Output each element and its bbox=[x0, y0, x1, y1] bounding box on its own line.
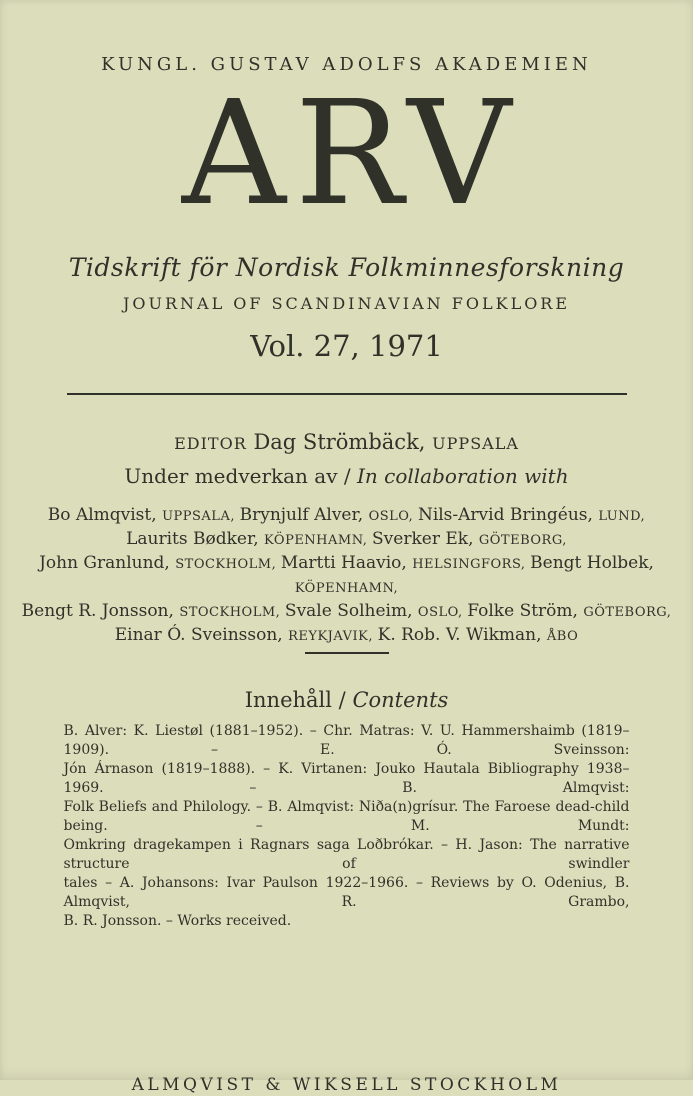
editor-name: Dag Strömbäck, bbox=[253, 430, 426, 454]
collaborator-name: Martti Haavio, bbox=[280, 553, 413, 573]
collaborator-line bbox=[0, 552, 693, 600]
journal-title: ARV bbox=[181, 69, 521, 237]
collaborator-name: Nils-Arvid Bringéus, bbox=[417, 505, 599, 525]
collaborator-name: Svale Solheim, bbox=[284, 601, 418, 621]
collaborator-name: Einar Ó. Sveinsson, bbox=[114, 625, 289, 645]
collaborator-line bbox=[0, 624, 693, 648]
contents-line: B. Alver: K. Liestøl (1881–1952). – Chr. Matras: V. U. Hammershaimb (1819–1909). – E. Ó. Sveinsson: bbox=[63, 723, 630, 758]
collaborator-line bbox=[0, 504, 693, 528]
contents-line: Jón Árnason (1819–1888). – K. Virtanen: Jouko Hautala Bibliography 1938–1969. – B. Almqvist: bbox=[63, 761, 630, 796]
collaborator-name: Bengt Holbek, bbox=[530, 553, 654, 573]
collaborator-name: Laurits Bødker, bbox=[126, 529, 265, 549]
collaborator-name: Bengt R. Jonsson, bbox=[21, 601, 180, 621]
collaboration-intro-swedish: Under medverkan av bbox=[124, 464, 338, 488]
collaborator-name: K. Rob. V. Wikman, bbox=[377, 625, 547, 645]
collaborator-name: Sverker Ek, bbox=[372, 529, 479, 549]
short-divider-rule bbox=[305, 652, 389, 654]
editor-city: UPPSALA bbox=[432, 434, 519, 453]
collaborator-city: LUND, bbox=[598, 509, 646, 524]
collaborator-name: Folke Ström, bbox=[467, 601, 584, 621]
contents-heading-swedish: Innehåll bbox=[244, 688, 332, 712]
contents-heading-separator: / bbox=[338, 688, 346, 712]
collaborators-list bbox=[0, 504, 693, 648]
collaborator-name: Brynjulf Alver, bbox=[239, 505, 369, 525]
collaborator-city: ÅBO bbox=[546, 629, 579, 644]
subtitle-swedish: Tidskrift för Nordisk Folkminnesforskning bbox=[68, 253, 625, 282]
contents-line: tales – A. Johansons: Ivar Paulson 1922–1966. – Reviews by O. Odenius, B. Almqvist, R. Grambo, bbox=[63, 875, 630, 910]
collaborator-name: John Granlund, bbox=[39, 553, 176, 573]
collaborator-name: Bo Almqvist, bbox=[47, 505, 163, 525]
collaborator-line bbox=[0, 600, 693, 624]
subtitle-english: JOURNAL OF SCANDINAVIAN FOLKLORE bbox=[122, 294, 571, 313]
contents-line: B. R. Jonsson. – Works received. bbox=[63, 913, 292, 929]
collaboration-separator: / bbox=[343, 464, 351, 488]
contents-heading-english: Contents bbox=[352, 688, 449, 712]
academy-name: KUNGL. GUSTAV ADOLFS AKADEMIEN bbox=[101, 54, 592, 75]
collaborator-city: OSLO, bbox=[417, 605, 468, 620]
contents-paragraph bbox=[64, 722, 630, 931]
collaboration-intro bbox=[0, 463, 693, 489]
volume-line: Vol. 27, 1971 bbox=[250, 329, 443, 363]
collaborator-city: HELSINGFORS, bbox=[412, 557, 531, 572]
contents-line: Omkring dragekampen i Ragnars saga Loðbrókar. – H. Jason: The narrative structure of swindler bbox=[63, 837, 630, 872]
collaborator-city: STOCKHOLM, bbox=[179, 605, 285, 620]
editor-label: EDITOR bbox=[174, 434, 247, 453]
contents-line: Folk Beliefs and Philology. – B. Almqvist: Niða(n)grísur. The Faroese dead-child being. – M. Mundt: bbox=[63, 799, 630, 834]
wide-divider-rule bbox=[67, 393, 627, 395]
collaboration-intro-english: In collaboration with bbox=[357, 464, 569, 488]
collaborator-city: REYKJAVIK, bbox=[288, 629, 378, 644]
publisher-imprint: ALMQVIST & WIKSELL STOCKHOLM bbox=[131, 1075, 562, 1095]
collaborator-city: GÖTEBORG, bbox=[583, 605, 672, 620]
collaborator-city: KÖPENHAMN, bbox=[294, 581, 399, 596]
collaborator-line bbox=[0, 528, 693, 552]
editor-line bbox=[0, 429, 693, 457]
collaborator-city: OSLO, bbox=[368, 509, 418, 524]
collaborator-city: STOCKHOLM, bbox=[175, 557, 281, 572]
collaborator-city: KÖPENHAMN, bbox=[264, 533, 373, 548]
collaborator-city: GÖTEBORG, bbox=[478, 533, 567, 548]
collaborator-city: UPPSALA, bbox=[162, 509, 240, 524]
contents-heading bbox=[0, 686, 693, 714]
